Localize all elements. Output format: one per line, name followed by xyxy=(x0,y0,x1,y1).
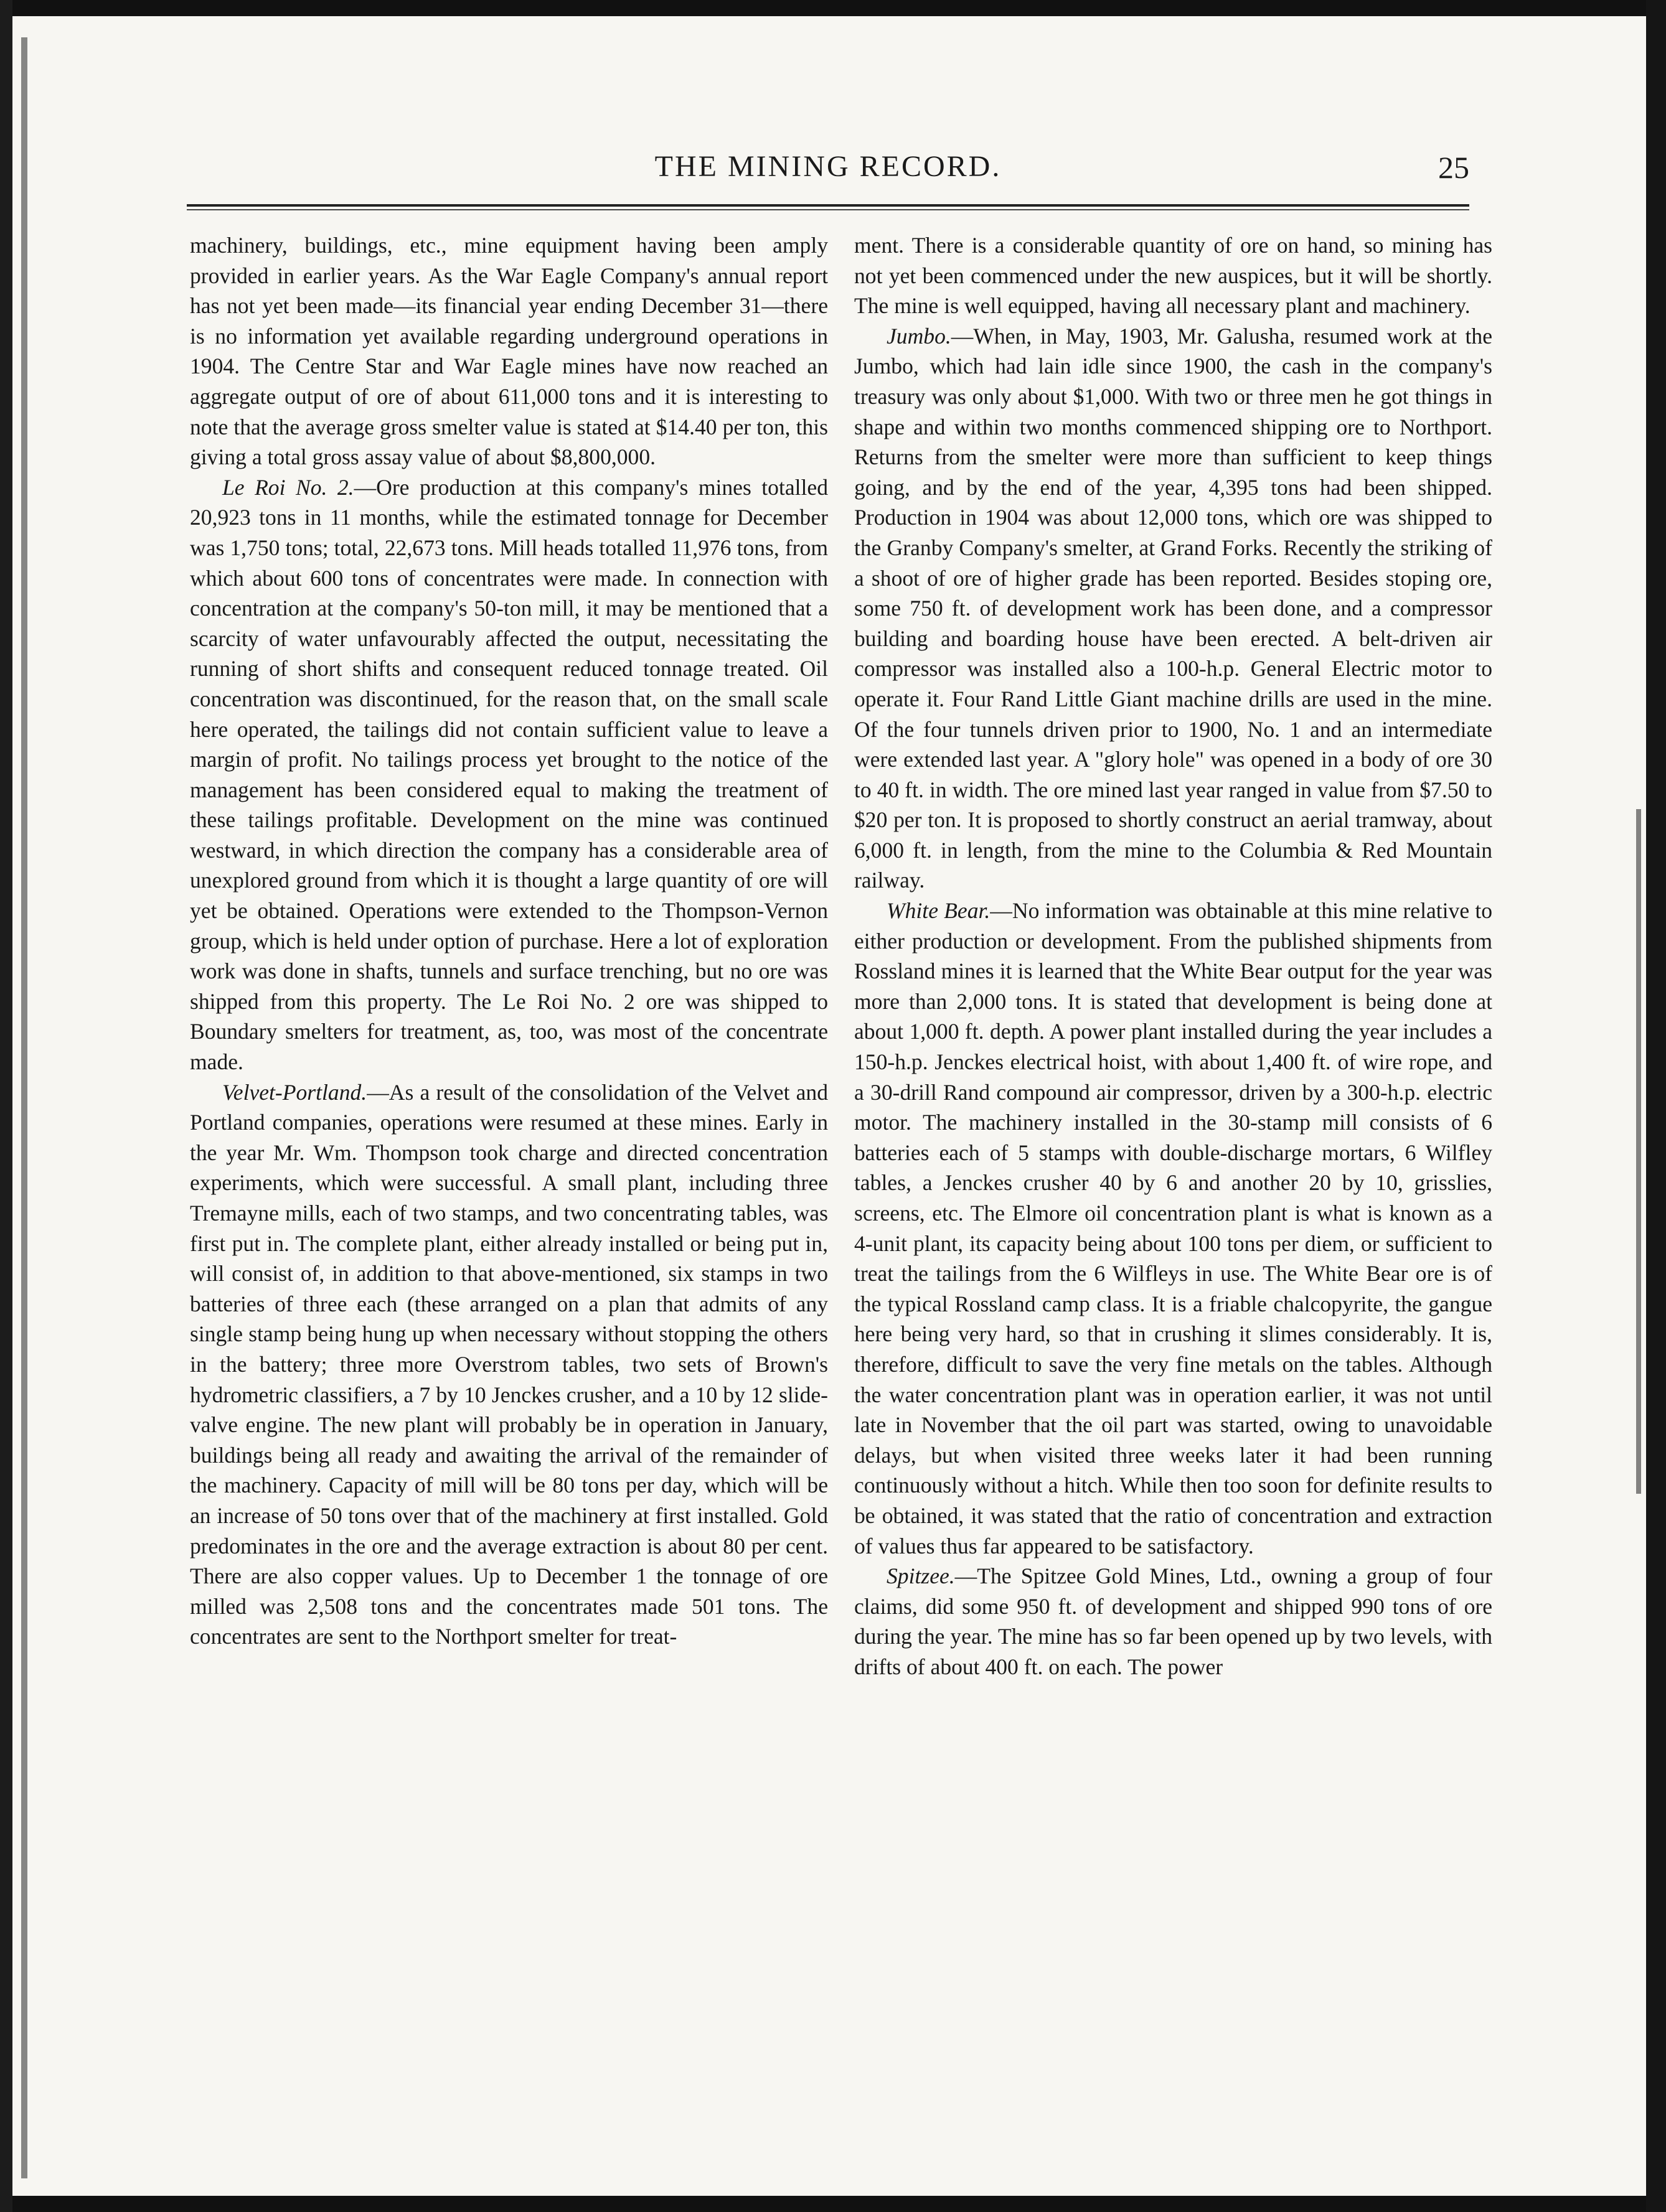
paragraph xyxy=(190,230,828,472)
paragraph-text: —As a result of the consolidation of the Velvet and Portland companies, operations were resumed at these mines. Early in the year Mr. Wm. Thompson took charge and directed concentration experiments, which were successful. A small plant, including three Tremayne mills, each of two stamps, and two concentrating tables, was first put in. The complete plant, either already installed or being put in, will consist of, in addition to that above-mentioned, six stamps in two batteries of three each (these arranged on a plan that admits of any single stamp being hung up when necessary without stopping the others in the battery; three more Overstrom tables, two sets of Brown's hydrometric classifiers, a 7 by 10 Jenckes crusher, and a 10 by 12 slide-valve engine. The new plant will probably be in operation in January, buildings being all ready and awaiting the arrival of the remainder of the machinery. Capacity of mill will be 80 tons per day, which will be an increase of 50 tons over that of the machinery at first installed. Gold predominates in the ore and the average extraction is about 80 per cent. There are also copper values. Up to December 1 the tonnage of ore milled was 2,508 tons and the concentrates made 501 tons. The concentrates are sent to the Northport smelter for treat- xyxy=(190,1079,828,1649)
header-rule xyxy=(187,204,1469,207)
paragraph-text: —Ore production at this company's mines totalled 20,923 tons in 11 months, while the estimated tonnage for December was 1,750 tons; total, 22,673 tons. Mill heads totalled 11,976 tons, from which about 600 tons of concentrates were made. In connection with concentration at the company's 50-ton mill, it may be mentioned that a scarcity of water unfavourably affected the output, necessitating the running of short shifts and consequent reduced tonnage treated. Oil concentration was discontinued, for the reason that, on the small scale here operated, the tailings did not contain sufficient value to leave a margin of profit. No tailings process yet brought to the notice of the management has been considered equal to making the treatment of these tailings profitable. Development on the mine was continued westward, in which direction the company has a considerable area of unexplored ground from which it is thought a large quantity of ore will yet be obtained. Operations were extended to the Thompson-Vernon group, which is held under option of purchase. Here a lot of exploration work was done in shafts, tunnels and surface trenching, but no ore was shipped from this property. The Le Roi No. 2 ore was shipped to Boundary smelters for treatment, as, too, was most of the concentrate made. xyxy=(190,474,828,1075)
paragraph-text: —When, in May, 1903, Mr. Galusha, resumed work at the Jumbo, which had lain idle since 1900, the cash in the company's treasury was only about $1,000. With two or three men he got things in shape and within two months commenced shipping ore to Northport. Returns from the smelter were more than sufficient to keep things going, and by the end of the year, 4,395 tons had been shipped. Production in 1904 was about 12,000 tons, which ore was shipped to the Granby Company's smelter, at Grand Forks. Recently the striking of a shoot of ore of higher grade has been reported. Besides stoping ore, some 750 ft. of development work has been done, and a compressor building and boarding house have been erected. A belt-driven air compressor was installed also a 100-h.p. General Electric motor to operate it. Four Rand Little Giant machine drills are used in the mine. Of the four tunnels driven prior to 1900, No. 1 and an intermediate were extended last year. A "glory hole" was opened in a body of ore 30 to 40 ft. in width. The ore mined last year ranged in value from $7.50 to $20 per ton. It is proposed to shortly construct an aerial tramway, about 6,000 ft. in length, from the mine to the Columbia & Red Mountain railway. xyxy=(854,323,1492,893)
right-column xyxy=(854,230,1492,2172)
section-heading: Velvet-Portland. xyxy=(222,1079,367,1105)
scan-edge-right xyxy=(1646,0,1666,2212)
binding-shadow xyxy=(21,37,27,2178)
page-edge-shadow xyxy=(1636,809,1641,1494)
paragraph-spitzee xyxy=(854,1561,1492,1682)
scan-edge-bottom xyxy=(0,2196,1666,2212)
paragraph-text: machinery, buildings, etc., mine equipment having been amply provided in earlier years. As the War Eagle Company's annual report has not yet been made—its financial year ending December 31—there is no information yet available regarding underground operations in 1904. The Centre Star and War Eagle mines have now reached an aggregate output of ore of about 611,000 tons and it is interesting to note that the average gross smelter value is stated at $14.40 per ton, this giving a total gross assay value of about $8,800,000. xyxy=(190,233,828,470)
paragraph-velvet-portland xyxy=(190,1077,828,1652)
header-rule-thin xyxy=(187,209,1469,210)
paragraph-text: —No information was obtainable at this mine relative to either production or development. From the published shipments from Rossland mines it is learned that the White Bear output for the year was more than 2,000 tons. It is stated that development is being done at about 1,000 ft. depth. A power plant installed during the year includes a 150-h.p. Jenckes electrical hoist, with about 1,400 ft. of wire rope, and a 30-drill Rand compound air compressor, driven by a 300-h.p. electric motor. The machinery installed in the 30-stamp mill consists of 6 batteries each of 5 stamps with double-discharge mortars, 6 Wilfley tables, a Jenckes crusher 40 by 6 and another 20 by 10, grisslies, screens, etc. The Elmore oil concentration plant is what is known as a 4-unit plant, its capacity being about 100 tons per diem, or sufficient to treat the tailings from the 6 Wilfleys in use. The White Bear ore is of the typical Rossland camp class. It is a friable chalcopyrite, the gangue here being very hard, so that in crushing it slimes considerably. It is, therefore, difficult to save the very fine metals on the tables. Although the water concentration plant was in operation earlier, it was not until late in November that the oil part was started, owing to unavoidable delays, but when visited three weeks later it had been running continuously without a hitch. While then too soon for definite results to be obtained, it was stated that the ratio of concentration and extraction of values thus far appeared to be satisfactory. xyxy=(854,898,1492,1558)
section-heading: Spitzee. xyxy=(887,1563,955,1589)
section-heading: Le Roi No. 2. xyxy=(222,474,354,500)
paragraph-white-bear xyxy=(854,896,1492,1561)
paragraph-text: —The Spitzee Gold Mines, Ltd., owning a group of four claims, did some 950 ft. of development and shipped 990 tons of ore during the year. The mine has so far been opened up by two levels, with drifts of about 400 ft. on each. The power xyxy=(854,1563,1492,1679)
paragraph-text: ment. There is a considerable quantity of ore on hand, so mining has not yet been commenced under the new auspices, but it will be shortly. The mine is well equipped, having all necessary plant and machinery. xyxy=(854,233,1492,319)
page-number: 25 xyxy=(1438,150,1469,185)
left-column xyxy=(190,230,828,2172)
paragraph-le-roi-no-2 xyxy=(190,472,828,1077)
section-heading: Jumbo. xyxy=(887,323,951,349)
paragraph xyxy=(854,230,1492,321)
section-heading: White Bear. xyxy=(887,898,991,924)
scan-edge-top xyxy=(0,0,1666,16)
scan-edge-left xyxy=(0,0,12,2212)
running-title: THE MINING RECORD. xyxy=(654,150,1002,183)
paragraph-jumbo xyxy=(854,321,1492,896)
page-header xyxy=(187,149,1469,193)
